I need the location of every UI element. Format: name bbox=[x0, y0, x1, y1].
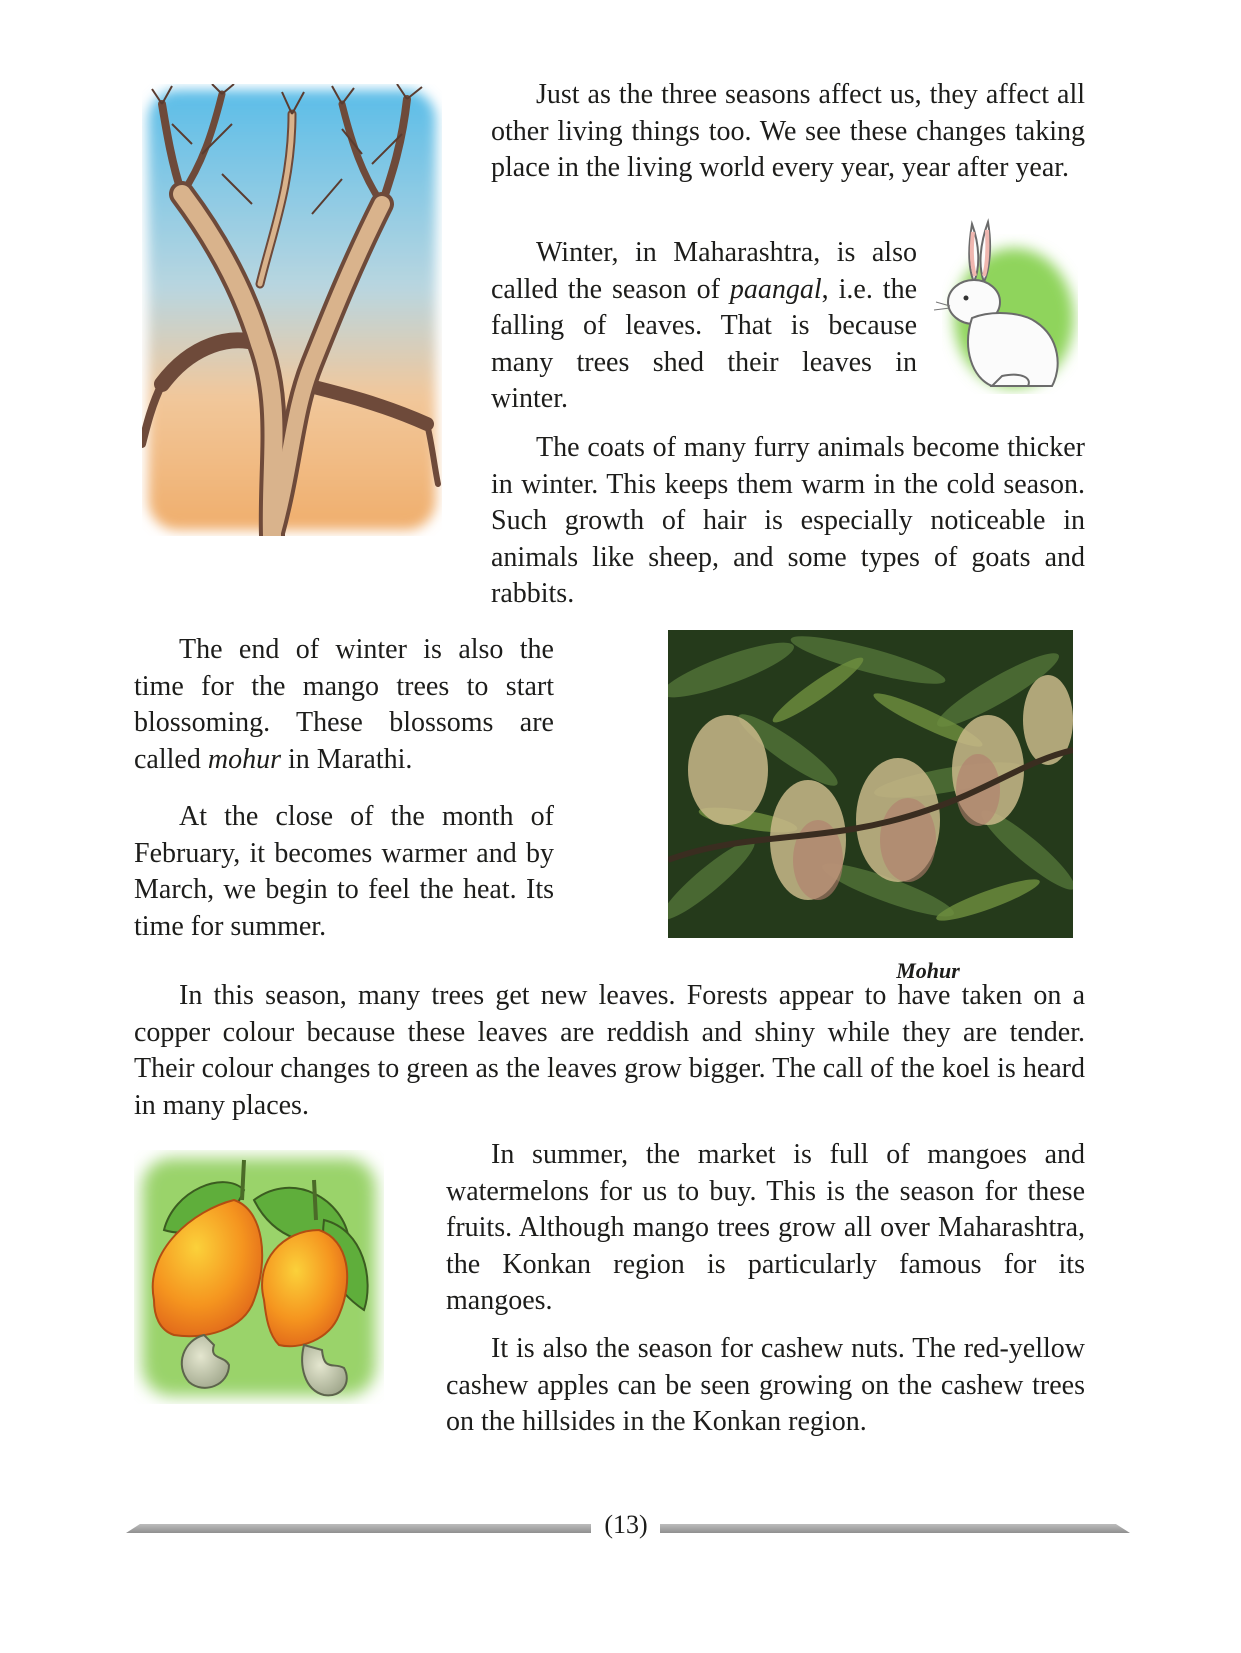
paangal-term: paangal bbox=[729, 273, 822, 305]
paragraph-summer-market: In summer, the market is full of mangoes and watermelons for us to buy. This is the season for these fruits. Although mango trees grow all over Maharashtra, the Konkan region is particularly famous for its mangoes. bbox=[446, 1139, 1085, 1316]
cashew-apple-illustration bbox=[134, 1150, 384, 1404]
paragraph-seasons-affect: Just as the three seasons affect us, they affect all other living things too. We see these changes taking place in the living world every year, year after year. bbox=[491, 79, 1085, 183]
paragraph-paangal bbox=[491, 235, 917, 418]
paragraph-new-leaves: In this season, many trees get new leaves. Forests appear to have taken on a copper colour because these leaves are reddish and shiny while they are tender. Their colour changes to green as the leaves grow bigger. The call of the koel is heard in many places. bbox=[134, 980, 1085, 1121]
white-rabbit-illustration bbox=[932, 218, 1078, 394]
mohur-caption: Mohur bbox=[896, 958, 960, 983]
mohur-text-start: The end of winter is also the time for the mango trees to start blossoming. These blossoms are called bbox=[134, 634, 554, 775]
paangal-text-start: Winter, in Maharashtra, is also called the season of bbox=[491, 237, 917, 305]
page-number: (13) bbox=[604, 1510, 648, 1539]
mango-blossom-photo bbox=[668, 630, 1073, 938]
paangal-text-end: , i.e. the falling of leaves. That is because many trees shed their leaves in winter. bbox=[491, 273, 917, 414]
paragraph-cashew-nuts: It is also the season for cashew nuts. The red-yellow cashew apples can be seen growing on the cashew trees on the hillsides in the Konkan region. bbox=[446, 1333, 1085, 1437]
mohur-text-end: in Marathi. bbox=[280, 743, 413, 775]
bare-tree-illustration bbox=[142, 84, 442, 536]
footer-rule-right bbox=[660, 1524, 1130, 1533]
paragraph-mohur bbox=[134, 632, 554, 778]
paragraph-february: At the close of the month of February, it becomes warmer and by March, we begin to feel the heat. Its time for summer. bbox=[134, 801, 554, 942]
footer-rule-left bbox=[126, 1524, 591, 1533]
mohur-term: mohur bbox=[207, 743, 281, 775]
paragraph-furry-animals: The coats of many furry animals become thicker in winter. This keeps them warm in the cold season. Such growth of hair is especially noticeable in animals like sheep, and some types of goats and rabbits. bbox=[491, 432, 1085, 609]
